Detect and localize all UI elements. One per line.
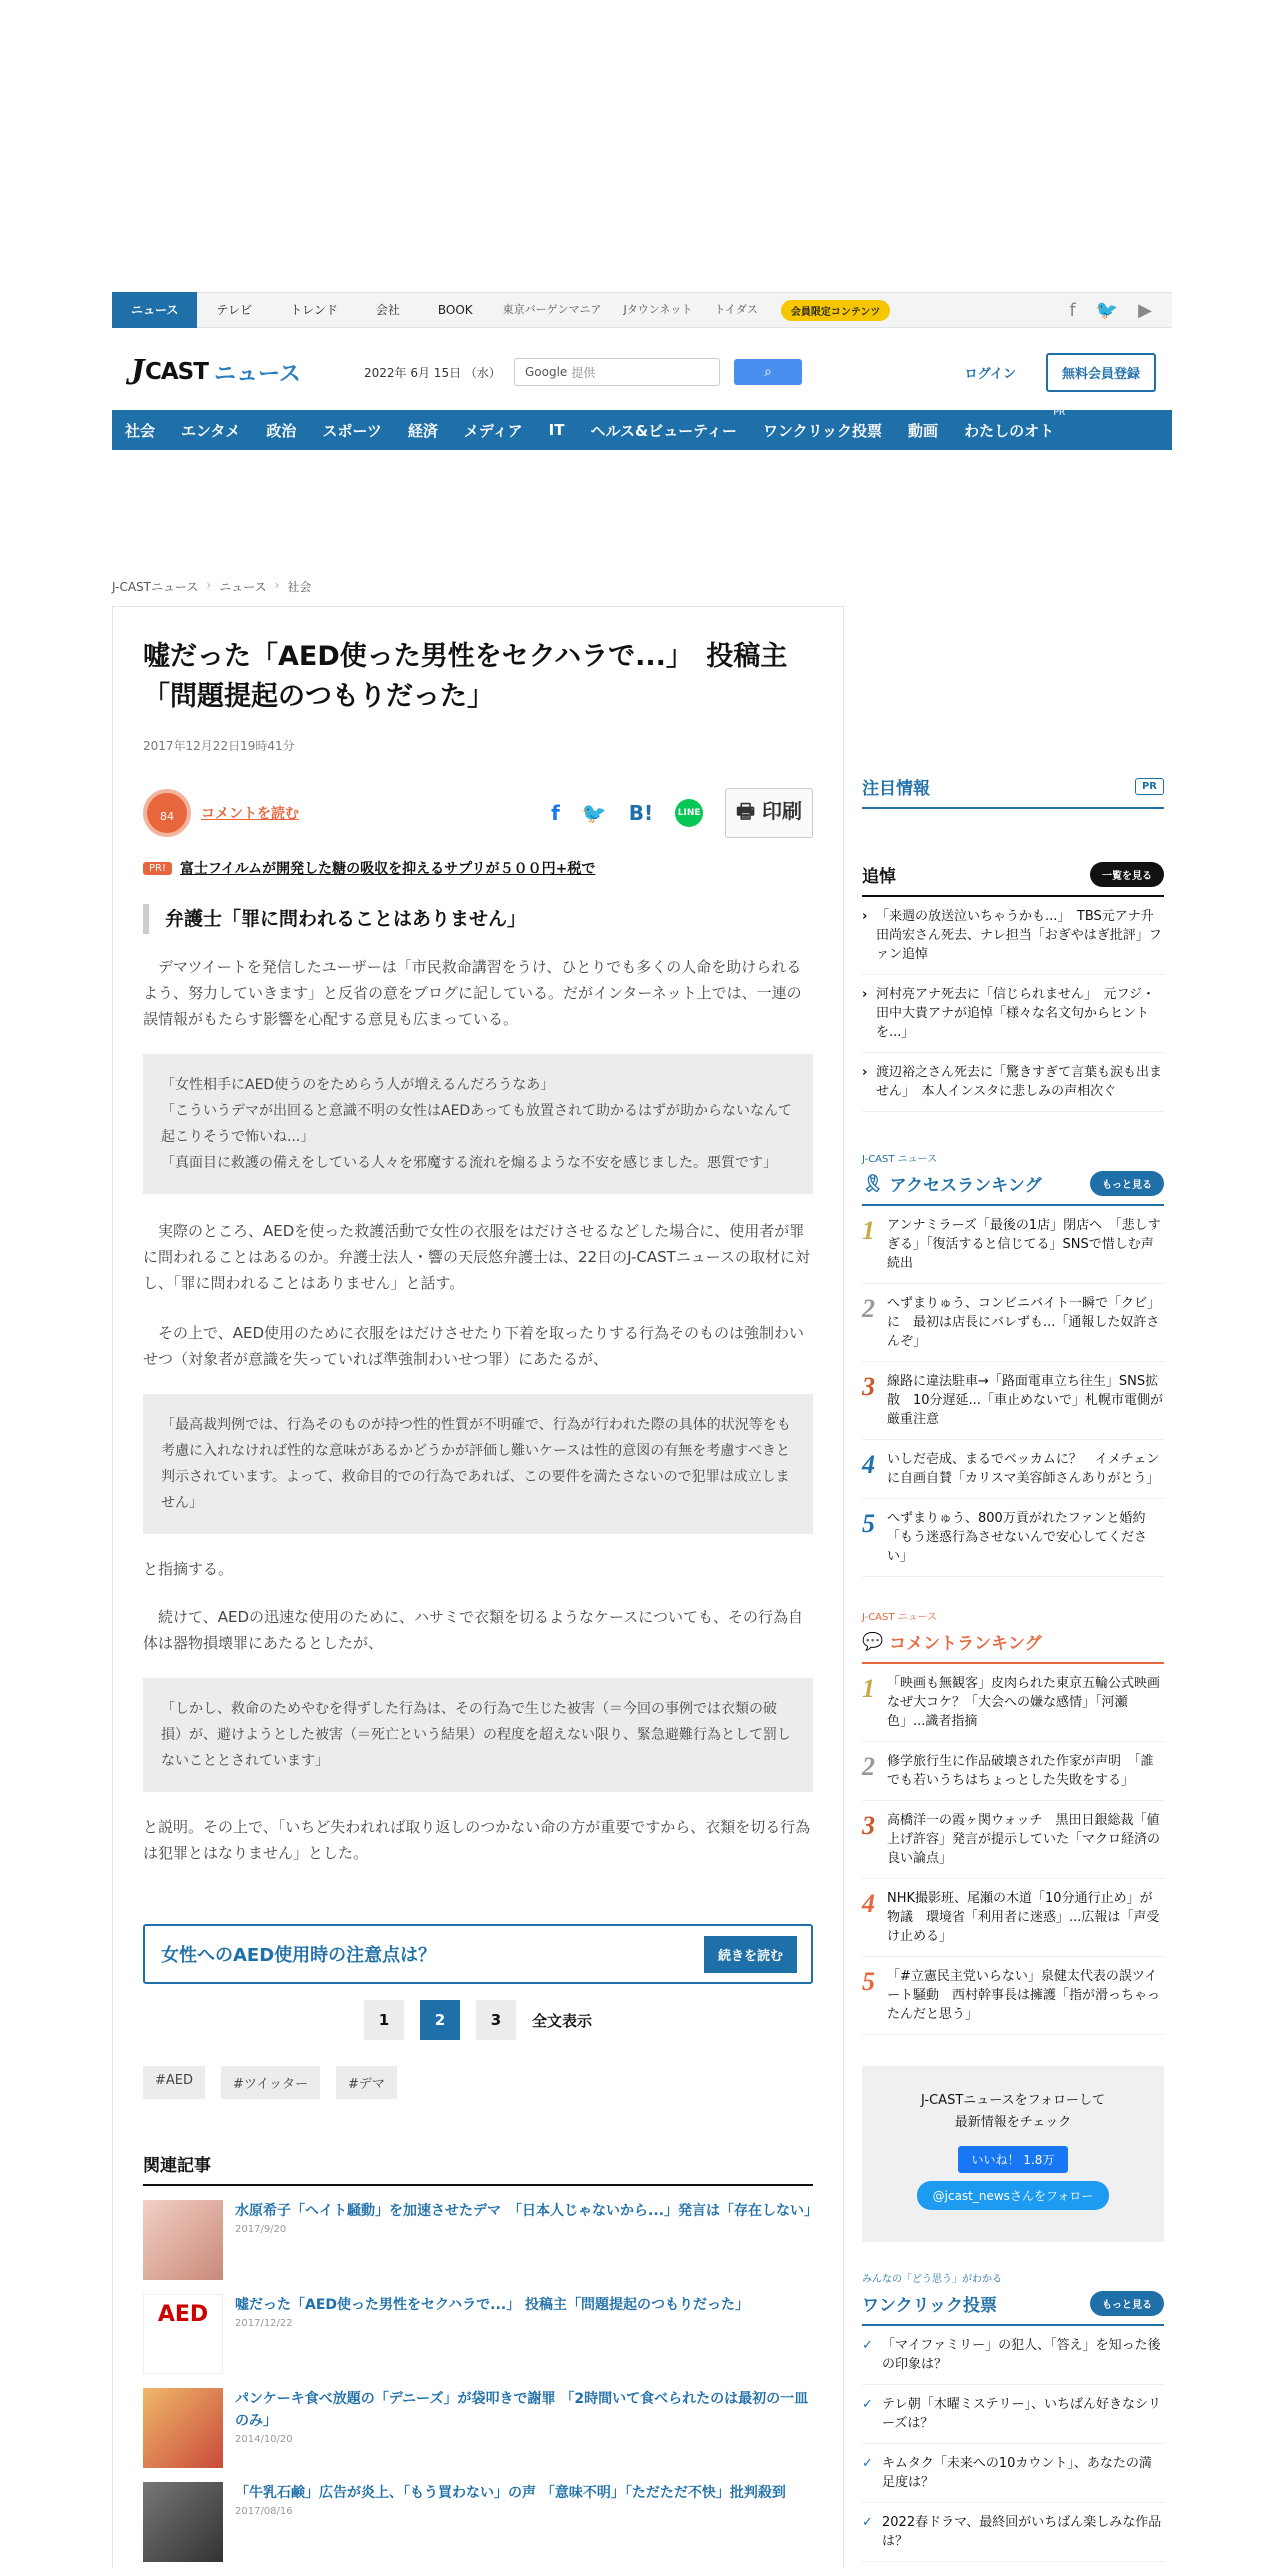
crumb-news[interactable]: ニュース	[219, 580, 267, 594]
quote-2: 「最高裁判例では、行為そのものが持つ性的性質が不明確で、行為が行われた際の具体的状況等をも考慮に入れなければ性的な意味があるかどうかが評価し難いケースは性的意図の有無を考慮すべきと判示されています。よって、救命目的での行為であれば、この要件を満たさないので犯罪は成立しません」	[143, 1394, 813, 1534]
featured-pr: PR	[1135, 778, 1164, 795]
member-content-badge[interactable]: 会員限定コンテンツ	[781, 300, 891, 321]
related-thumbnail	[143, 2388, 223, 2468]
search-button[interactable]	[734, 359, 802, 385]
topnav-jtown[interactable]: Jタウンネット	[623, 303, 693, 316]
ranking-item[interactable]	[862, 1801, 1164, 1879]
paragraph-3: その上で、AED使用のために衣服をはだけさせたり下着を取ったりする行為そのものは強制わいせつ（対象者が意識を失っていれば準強制わいせつ罪）にあたるが、	[143, 1324, 804, 1368]
nav-health[interactable]: ヘルス&ビューティー	[590, 421, 737, 440]
follow-text-1: J-CASTニュースをフォローして	[921, 2093, 1105, 2108]
ranking-icon: 🎗	[862, 1173, 884, 1194]
nav-society[interactable]: 社会	[125, 421, 156, 440]
vote-heading	[862, 2291, 1164, 2326]
subheading: 弁護士「罪に問われることはありません」	[143, 904, 813, 934]
nav-economy[interactable]: 経済	[407, 421, 438, 440]
featured-title: 注目情報	[862, 779, 930, 799]
access-ranking-heading	[862, 1171, 1164, 1206]
vote-section	[862, 2270, 1164, 2562]
nav-watashi-label: わたしのオト	[964, 421, 1055, 440]
nav-it[interactable]: IT	[548, 421, 565, 439]
follow-text-2: 最新情報をチェック	[954, 2115, 1072, 2130]
vote-item[interactable]: ✓ 「マイファミリー」の犯人、「答え」を知った後の印象は？	[862, 2326, 1164, 2385]
see-all-button[interactable]: 一覧を見る	[1090, 862, 1164, 887]
ranking-item[interactable]	[862, 1957, 1164, 2035]
login-link[interactable]: ログイン	[964, 366, 1016, 382]
list-item[interactable]: › 「来週の放送泣いちゃうかも...」 TBS元アナ升田尚宏さん死去、ナレ担当「おぎやはぎ批評」ファン追悼	[862, 897, 1164, 975]
crumb-sep: ›	[206, 578, 212, 592]
youtube-icon[interactable]: ▶	[1138, 299, 1152, 321]
ranking-item[interactable]	[862, 1742, 1164, 1801]
site-logo[interactable]	[126, 350, 336, 394]
related-date: 2017/12/22	[235, 2318, 293, 2329]
section-label: J-CAST ニュース	[862, 1612, 938, 1623]
ranking-title: へずまりゅう、コンビニバイト一瞬で「クビ」に 最初は店長にバレずも...「通報した奴許さんぞ」	[887, 1296, 1161, 1349]
ranking-title: いしだ壱成、まるでベッカムに？ イメチェンに自画自賛「カリスマ美容師さんありがとう」	[887, 1452, 1160, 1486]
more-button[interactable]: もっと見る	[1090, 2291, 1164, 2316]
access-ranking-title: アクセスランキング	[889, 1176, 1042, 1196]
twitter-follow-button[interactable]: @jcast_newsさんをフォロー	[917, 2181, 1110, 2210]
related-title: 嘘だった「AED使った男性をセクハラで...」 投稿主「問題提起のつもりだった」	[235, 2297, 750, 2313]
related-thumbnail	[143, 2200, 223, 2280]
crumb-society[interactable]: 社会	[287, 580, 312, 594]
more-button[interactable]: もっと見る	[1090, 1171, 1164, 1196]
quote-3: 「しかし、救命のためやむを得ずした行為は、その行為で生じた被害（＝今回の事例では衣類の破損）が、避けようとした被害（＝死亡という結果）の程度を超えない限り、緊急避難行為として罰しないこととされています」	[143, 1678, 813, 1792]
related-item[interactable]	[143, 2294, 813, 2374]
ranking-item[interactable]	[862, 1879, 1164, 1957]
pr-line	[143, 858, 813, 878]
article-title: 嘘だった「AED使った男性をセクハラで...」 投稿主「問題提起のつもりだった」	[143, 641, 788, 712]
ranking-item[interactable]	[862, 1206, 1164, 1284]
ranking-item[interactable]	[862, 1499, 1164, 1577]
follow-box	[862, 2066, 1164, 2242]
quote-line: 「真面目に救護の備えをしている人々を邪魔する流れを煽るような不安を感じました。悪質です」	[161, 1155, 777, 1171]
vote-item[interactable]: ✓ テレ朝「木曜ミステリー」、いちばん好きなシリーズは？	[862, 2385, 1164, 2444]
paragraph-5: 続けて、AEDの迅速な使用のために、ハサミで衣類を切るようなケースについても、その行為自体は器物損壊罪にあたるとしたが、	[143, 1608, 803, 1652]
tsuito-heading	[862, 862, 1164, 897]
page-2[interactable]: 2	[420, 2000, 460, 2040]
vote-item[interactable]: ✓ キムタク「未来への10カウント」、あなたの満足度は？	[862, 2444, 1164, 2503]
page-1[interactable]: 1	[364, 2000, 404, 2040]
comment-icon: 💬	[862, 1631, 884, 1652]
google-label: Google	[525, 365, 568, 379]
quote-1	[143, 1054, 813, 1194]
related-thumbnail	[143, 2482, 223, 2562]
related-title: パンケーキ食べ放題の「デニーズ」が袋叩きで謝罪 「2時間いて食べられたのは最初の一皿のみ」	[235, 2391, 809, 2429]
related-date: 2017/08/16	[235, 2506, 293, 2517]
share-bar	[143, 788, 813, 838]
site-header	[112, 344, 1172, 400]
top-nav	[112, 292, 1172, 328]
paragraph-2: 実際のところ、AEDを使った救護活動で女性の衣服をはだけさせるなどした場合に、使用者が罪に問われることはあるのか。弁護士法人・響の天辰悠弁護士は、22日のJ-CASTニュースの取材に対し、「罪に問われることはありません」と話す。	[143, 1222, 811, 1292]
featured-section	[862, 774, 1164, 809]
topnav-trend[interactable]: トレンド	[290, 303, 338, 317]
logo-j: J	[126, 351, 145, 393]
paragraph-4: と指摘する。	[143, 1560, 234, 1578]
comment-ranking-section	[862, 1608, 1174, 2035]
search-placeholder: 提供	[571, 365, 596, 380]
pagination	[143, 2000, 813, 2040]
social-links	[1069, 300, 1172, 321]
tsuito-title: 追悼	[862, 867, 896, 887]
article-date: 2017年12月22日19時41分	[143, 739, 295, 753]
related-heading: 関連記事	[143, 2151, 813, 2186]
ranking-title: 「#立憲民主党いらない」泉健太代表の誤ツイート騒動 西村幹事長は擁護「指が滑っちゃったんだと思う」	[887, 1969, 1161, 2022]
topnav-company[interactable]: 会社	[375, 303, 400, 317]
related-date: 2014/10/20	[235, 2434, 293, 2445]
crumb-sep: ›	[274, 578, 280, 592]
pr-link[interactable]: 富士フイルムが開発した糖の吸収を抑えるサプリが５００円+税で	[180, 861, 596, 877]
ranking-title: 「映画も無観客」皮肉られた東京五輪公式映画 なぜ大コケ？「大会への嫌な感情」「河瀬色」...識者指摘	[887, 1676, 1174, 1729]
rank-number: 4	[862, 1889, 875, 1918]
hatena-share-icon[interactable]: B!	[628, 801, 654, 825]
comment-ranking-title: コメントランキング	[889, 1634, 1042, 1654]
breadcrumb	[112, 578, 1172, 595]
related-title: 水原希子「ヘイト騒動」を加速させたデマ 「日本人じゃないから...」発言は「存在しない」	[235, 2203, 818, 2219]
nav-media[interactable]: メディア	[463, 421, 523, 440]
register-button[interactable]: 無料会員登録	[1046, 353, 1156, 392]
paragraph-6: と説明。その上で、「いちど失われれば取り返しのつかない命の方が重要ですから、衣類を切る行為は犯罪とはなりません」とした。	[143, 1818, 811, 1862]
full-text-link[interactable]: 全文表示	[531, 2011, 592, 2030]
tag-list	[143, 2066, 813, 2099]
search-icon: ⌕	[764, 364, 772, 380]
list-item[interactable]: › 河村亮アナ死去に「信じられません」 元フジ・田中大貴アナが追悼「様々な名文句からヒントを...」	[862, 975, 1164, 1053]
ranking-title: 高橋洋一の霞ヶ関ウォッチ 黒田日銀総裁「値上げ許容」発言が提示していた「マクロ経済の良い論点」	[887, 1813, 1161, 1866]
nav-entame[interactable]: エンタメ	[181, 421, 241, 440]
comment-ranking-heading	[862, 1629, 1164, 1664]
continue-title: 女性へのAED使用時の注意点は？	[161, 1945, 437, 1966]
ranking-title: 修学旅行生に作品破壊された作家が声明 「誰でも若いうちはちょっとした失敗をする」	[887, 1754, 1154, 1788]
crumb-jcast[interactable]: J-CASTニュース	[112, 580, 199, 594]
ranking-item[interactable]	[862, 1284, 1164, 1362]
aed-thumbnail: AED	[143, 2294, 223, 2374]
twitter-icon[interactable]: 🐦	[1095, 299, 1119, 321]
nav-watashi[interactable]	[951, 407, 1067, 441]
rank-number: 3	[862, 1372, 875, 1401]
share-icons	[551, 788, 813, 838]
ranking-title: へずまりゅう、800万貢がれたファンと婚約 「もう迷惑行為させないんで安心してください」	[887, 1511, 1159, 1564]
rank-number: 2	[862, 1752, 875, 1781]
ranking-title: NHK撮影班、尾瀬の木道「10分通行止め」が物議 環境省「利用者に迷惑」...広報は「声受け止める」	[887, 1891, 1160, 1944]
nav-politics[interactable]: 政治	[266, 421, 297, 440]
ranking-item[interactable]	[862, 1440, 1164, 1499]
print-label: 印刷	[762, 799, 802, 823]
rank-number: 4	[862, 1450, 875, 1479]
facebook-share-icon[interactable]: f	[551, 801, 560, 825]
twitter-share-icon[interactable]: 🐦	[581, 801, 607, 825]
access-ranking-section	[862, 1150, 1164, 1577]
comment-link[interactable]: コメントを読む	[201, 806, 299, 822]
tag-twitter[interactable]: #ツイッター	[221, 2066, 320, 2099]
page-3[interactable]: 3	[476, 2000, 516, 2040]
related-item[interactable]	[143, 2200, 818, 2280]
ranking-title: 線路に違法駐車→「路面電車立ち往生」SNS拡散 10分遅延...「車止めないで」札幌市電側が厳重注意	[887, 1374, 1163, 1427]
topnav-book[interactable]: BOOK	[437, 303, 473, 317]
article	[112, 606, 844, 2568]
main-nav	[112, 407, 1172, 450]
continue-button[interactable]: 続きを読む	[704, 1936, 797, 1973]
rank-number: 5	[862, 1509, 875, 1538]
featured-heading	[862, 774, 1164, 809]
topnav-news[interactable]: ニュース	[112, 292, 197, 328]
line-share-icon[interactable]: LINE	[675, 799, 703, 827]
logo-news: ニュース	[213, 361, 301, 387]
rank-number: 5	[862, 1967, 875, 1996]
related-item[interactable]	[143, 2482, 813, 2562]
list-item[interactable]: › 渡辺裕之さん死去に「驚きすぎて言葉も涙も出ません」 本人インスタに悲しみの声相次ぐ	[862, 1053, 1164, 1112]
nav-sports[interactable]: スポーツ	[322, 421, 382, 440]
rank-number: 3	[862, 1811, 875, 1840]
topnav-toidasu[interactable]: トイダス	[714, 303, 758, 316]
related-title: 「牛乳石鹸」広告が炎上、「もう買わない」の声 「意味不明」「ただただ不快」批判殺到	[235, 2485, 786, 2501]
rank-number: 1	[862, 1674, 875, 1703]
continue-box[interactable]	[143, 1924, 813, 1984]
ranking-title: アンナミラーズ「最後の1店」閉店へ 「悲しすぎる」「復活すると信じてる」SNSで惜しむ声続出	[887, 1218, 1161, 1271]
related-item[interactable]	[143, 2388, 813, 2468]
print-icon: 🖶	[736, 799, 762, 823]
pr-tag: PR!	[143, 862, 172, 875]
ranking-item[interactable]	[862, 1362, 1164, 1440]
tsuito-section	[862, 862, 1164, 1112]
current-date: 2022年 6月 15日 （水）	[364, 365, 501, 380]
nav-vote[interactable]: ワンクリック投票	[762, 421, 883, 440]
vote-item[interactable]: ✓ 2022春ドラマ、最終回がいちばん楽しみな作品は？	[862, 2503, 1164, 2562]
nav-pr-label: PR	[1053, 407, 1066, 418]
ranking-item[interactable]	[862, 1664, 1174, 1742]
section-label: J-CAST ニュース	[862, 1154, 938, 1165]
search-input[interactable]	[514, 358, 720, 386]
print-button[interactable]	[725, 788, 813, 838]
quote-line: 「こういうデマが出回ると意識不明の女性はAEDあっても放置されて助かるはずが助からないなんて起こりそうで怖いね...」	[161, 1103, 793, 1145]
quote-line: 「女性相手にAED使うのをためらう人が増えるんだろうなあ」	[161, 1077, 555, 1093]
rank-number: 2	[862, 1294, 875, 1323]
facebook-like-button[interactable]: いいね！ 1.8万	[958, 2146, 1069, 2173]
comment-count[interactable]: 84	[143, 789, 191, 837]
related-date: 2017/9/20	[235, 2224, 287, 2235]
facebook-icon[interactable]: f	[1069, 299, 1076, 321]
paragraph-1: デマツイートを発信したユーザーは「市民救命講習をうけ、ひとりでも多くの人命を助けられるよう、努力していきます」と反省の意をブログに記している。だがインターネット上では、一連の誤情報がもたらす影響を心配する意見も広まっている。	[143, 958, 802, 1028]
tag-dema[interactable]: #デマ	[336, 2066, 397, 2099]
rank-number: 1	[862, 1216, 875, 1245]
topnav-tv[interactable]: テレビ	[216, 303, 253, 317]
logo-cast: CAST	[145, 359, 208, 385]
vote-label: みんなの「どう思う」がわかる	[862, 2274, 1002, 2285]
nav-video[interactable]: 動画	[908, 421, 939, 440]
vote-title: ワンクリック投票	[862, 2296, 997, 2316]
topnav-bargain[interactable]: 東京バーゲンマニア	[502, 303, 602, 316]
tag-aed[interactable]: #AED	[143, 2066, 205, 2099]
